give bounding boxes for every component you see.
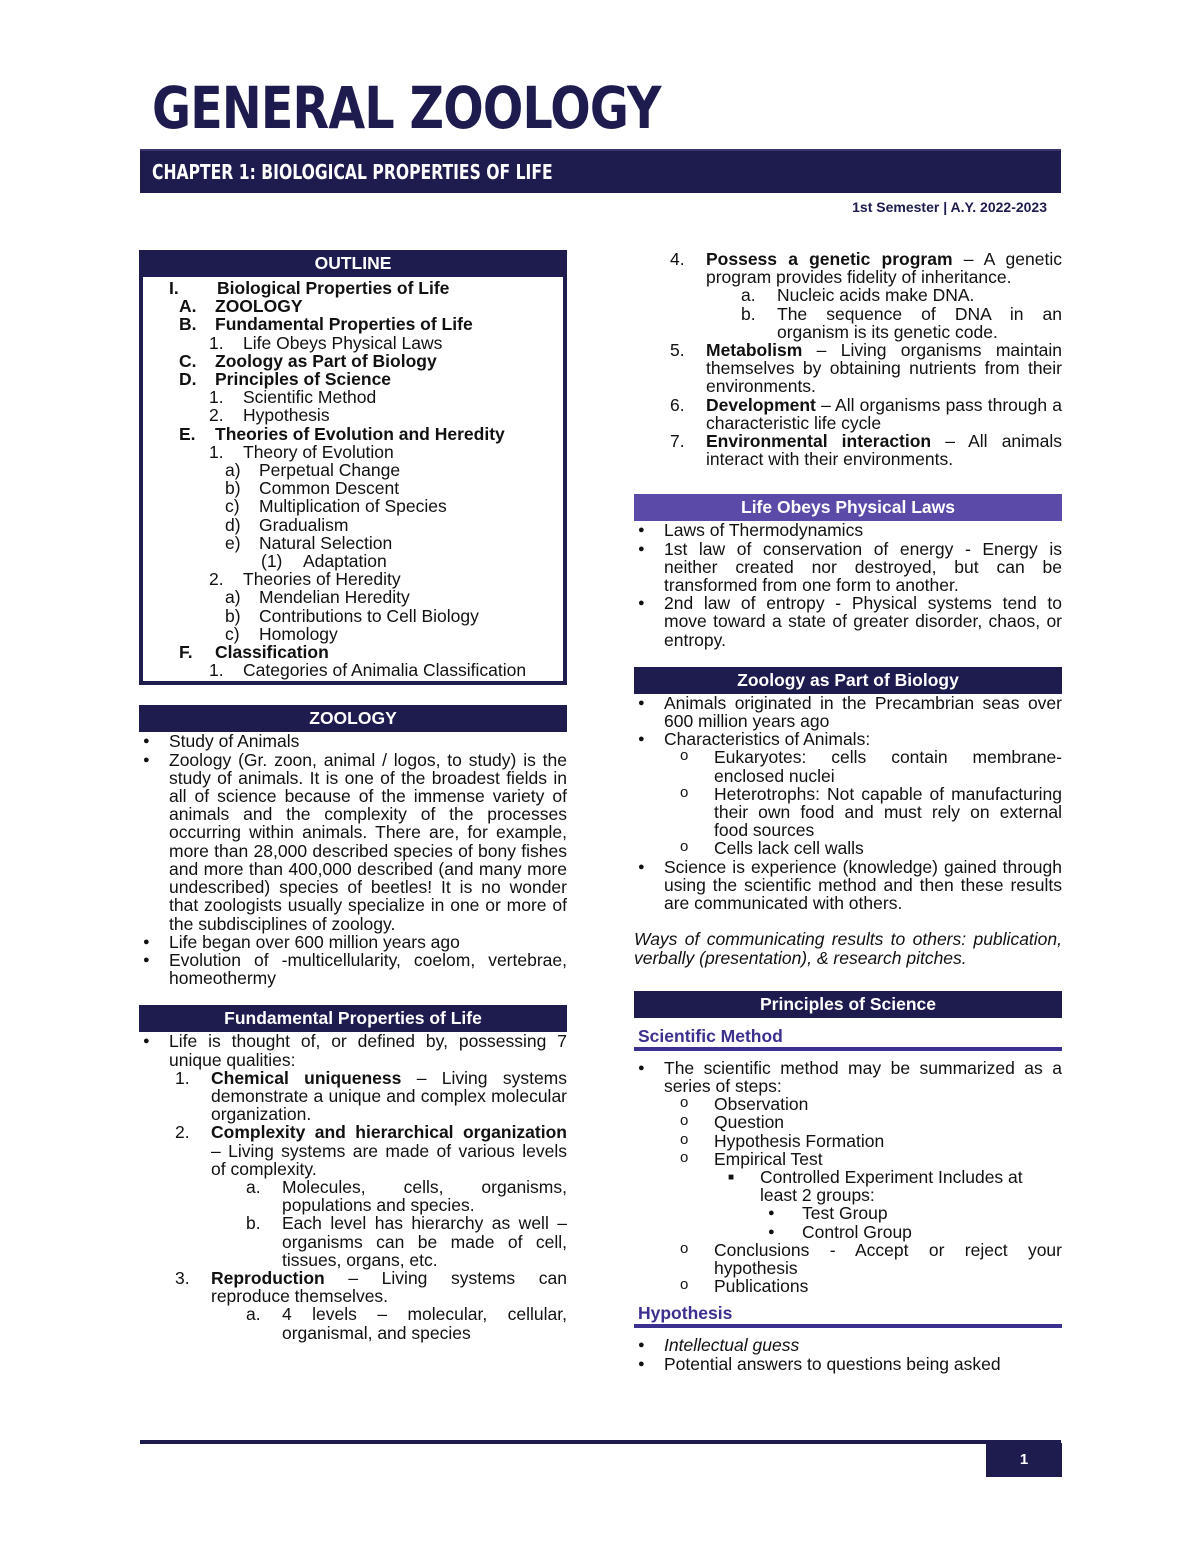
- sub-item: a. Nucleic acids make DNA.: [741, 285, 975, 306]
- footer-divider: [140, 1440, 1061, 1444]
- outline-item-number: C.: [179, 350, 197, 371]
- outline-item-number: a): [225, 587, 241, 608]
- scientific-method-heading: Scientific Method: [634, 1024, 1062, 1051]
- outline-item-text: Life Obeys Physical Laws: [243, 332, 443, 353]
- outline-item: [169, 643, 563, 661]
- property-text: – All organisms pass through a characteristic life cycle: [706, 394, 1062, 433]
- outline-item-text: Fundamental Properties of Life: [215, 314, 473, 335]
- outline-item-number: 1.: [209, 332, 224, 353]
- outline-item-text: Mendelian Heredity: [259, 587, 410, 608]
- outline-item-number: d): [225, 514, 241, 535]
- property-term: Possess a genetic program: [706, 249, 953, 269]
- outline-item-text: Adaptation: [303, 551, 387, 572]
- outline-item: [169, 388, 563, 406]
- outline-item: [169, 516, 563, 534]
- property-3: 3. Reproduction – Living systems can reproduce themselves.: [175, 1267, 567, 1307]
- outline-item-number: b): [225, 478, 241, 499]
- outline-item-text: Homology: [259, 623, 338, 644]
- outline-item-number: D.: [179, 369, 197, 390]
- property-term: Chemical uniqueness: [211, 1067, 402, 1088]
- list-item: ● Potential answers to questions being asked: [634, 1355, 1062, 1373]
- property-text: – A genetic program provides fidelity of inheritance.: [706, 249, 1062, 288]
- sub-item-text: Nucleic acids make DNA.: [777, 285, 975, 306]
- method-list: [634, 1059, 1062, 1296]
- property-text: – Living organisms maintain themselves by obtaining nutrients from their environments.: [706, 340, 1062, 397]
- chapter-banner: [140, 149, 1061, 193]
- property-text: – Living systems demonstrate a unique and complex molecular organization.: [211, 1067, 568, 1125]
- page-number: 1: [986, 1443, 1062, 1477]
- outline-item-number: E.: [179, 423, 196, 444]
- outline-item: [169, 370, 563, 388]
- outline-item-text: Categories of Animalia Classification: [243, 660, 527, 681]
- list-item: ● 2nd law of entropy - Physical systems tend to move toward a state of greater disorder, chaos, or entropy.: [634, 594, 1062, 649]
- hypothesis-list: [634, 1336, 1062, 1372]
- outline-item-number: c): [225, 623, 240, 644]
- outline-item-text: Gradualism: [259, 514, 349, 535]
- list-item: ● Test Group: [634, 1204, 1062, 1222]
- property-text: – Living systems can reproduce themselves.: [211, 1267, 567, 1307]
- outline-item-text: Zoology as Part of Biology: [215, 350, 437, 371]
- outline-item-number: b): [225, 605, 241, 626]
- outline-item: [169, 552, 563, 570]
- outline-item: [169, 406, 563, 424]
- outline-item-text: ZOOLOGY: [215, 296, 303, 317]
- outline-item: [169, 625, 563, 643]
- sub-item: b. Each level has hierarchy as well – organisms can be made of cell, tissues, organs, etc.: [246, 1213, 567, 1270]
- list-item: ● The scientific method may be summarized as a series of steps:: [634, 1059, 1062, 1095]
- outline-item-text: Biological Properties of Life: [217, 278, 450, 298]
- list-item: ● Life is thought of, or defined by, possessing 7 unique qualities:: [139, 1032, 567, 1068]
- outline-item: [169, 661, 563, 679]
- outline-item-number: I.: [169, 278, 179, 298]
- property-6: 6. Development – All organisms pass through a characteristic life cycle: [670, 394, 1062, 433]
- list-item: o Heterotrophs: Not capable of manufacturing their own food and must rely on external food sources: [634, 785, 1062, 840]
- property-term: Metabolism: [706, 340, 803, 361]
- sub-item-text: The sequence of DNA in an organism is its genetic code.: [777, 303, 1062, 342]
- list-item: ● Control Group: [634, 1223, 1062, 1241]
- zoology-list: [139, 732, 567, 987]
- list-item: o Conclusions - Accept or reject your hypothesis: [634, 1241, 1062, 1277]
- list-item: o Empirical Test: [634, 1150, 1062, 1168]
- biology-heading: Zoology as Part of Biology: [634, 667, 1062, 694]
- outline-item: [169, 334, 563, 352]
- outline-item-text: Classification: [215, 642, 329, 663]
- outline-item-number: 1.: [209, 387, 224, 408]
- sub-item-text: Molecules, cells, organisms, populations and species.: [282, 1176, 567, 1216]
- outline-item-text: Theories of Heredity: [243, 569, 401, 590]
- physical-laws-list: [634, 521, 1062, 648]
- left-column: [139, 250, 567, 1342]
- outline-item: [169, 352, 563, 370]
- outline-item-number: (1): [261, 551, 283, 572]
- outline-item-text: Multiplication of Species: [259, 496, 447, 517]
- property-term: Environmental interaction: [706, 431, 932, 452]
- sub-item: a. 4 levels – molecular, cellular, organismal, and species: [246, 1304, 567, 1343]
- biology-list: [634, 694, 1062, 912]
- outline-item-text: Theory of Evolution: [243, 441, 394, 462]
- list-item: ● Characteristics of Animals:: [634, 730, 1062, 748]
- chapter-title: CHAPTER 1: BIOLOGICAL PROPERTIES OF LIFE: [152, 160, 553, 184]
- list-item: o Eukaryotes: cells contain membrane-enclosed nuclei: [634, 748, 1062, 784]
- right-column: [634, 250, 1062, 1373]
- property-term: Complexity and hierarchical organization: [211, 1122, 567, 1143]
- property-5: 5. Metabolism – Living organisms maintain themselves by obtaining nutrients from their environments.: [670, 340, 1062, 397]
- outline-item: [169, 443, 563, 461]
- outline-item-text: Scientific Method: [243, 387, 377, 408]
- property-7: 7. Environmental interaction – All animals interact with their environments.: [670, 431, 1062, 470]
- property-4: 4. Possess a genetic program – A genetic program provides fidelity of inheritance.: [670, 249, 1062, 288]
- sub-item: b. The sequence of DNA in an organism is its genetic code.: [741, 303, 1062, 342]
- list-item: ● 1st law of conservation of energy - Energy is neither created nor destroyed, but can be transformed from one form to another.: [634, 540, 1062, 595]
- list-item: ● Animals originated in the Precambrian seas over 600 million years ago: [634, 694, 1062, 730]
- list-item: ● Life began over 600 million years ago: [139, 933, 567, 951]
- property-text: – All animals interact with their environments.: [706, 431, 1062, 470]
- outline-item-text: Principles of Science: [215, 369, 392, 390]
- outline-item-number: e): [225, 532, 241, 553]
- list-item: ■ Controlled Experiment Includes at least 2 groups:: [634, 1168, 1062, 1204]
- outline-item: [169, 297, 563, 315]
- semester-label: 1st Semester | A.Y. 2022-2023: [852, 199, 1047, 215]
- outline-item-text: Contributions to Cell Biology: [259, 605, 479, 626]
- outline-item: [169, 315, 563, 333]
- property-term: Reproduction: [211, 1267, 325, 1288]
- outline-item-number: 1.: [209, 441, 224, 462]
- list-item: ● Zoology (Gr. zoon, animal / logos, to study) is the study of animals. It is one of the broadest fields in all of science because of the immense variety of animals and the complexity of the processes occurring within animals. There are, for example, more than 28,000 described species of bony fishes and more than 400,000 described (and many more undescribed) species of beetles! It is no wonder that zoologists usually specialize in one or more of the subdisciplines of zoology.: [139, 751, 567, 933]
- list-item: ● Laws of Thermodynamics: [634, 521, 1062, 539]
- outline-item: [169, 570, 563, 588]
- property-text: – Living systems are made of various levels of complexity.: [211, 1140, 567, 1179]
- outline-item-number: c): [225, 496, 240, 517]
- outline-item-text: Natural Selection: [259, 532, 393, 553]
- outline-item-text: Hypothesis: [243, 405, 330, 426]
- property-1: 1. Chemical uniqueness – Living systems demonstrate a unique and complex molecular organization.: [175, 1067, 568, 1125]
- property-term: Development: [706, 394, 816, 415]
- zoology-heading: ZOOLOGY: [139, 705, 567, 732]
- italic-note: Ways of communicating results to others: publication, verbally (presentation), & research pitches.: [634, 929, 1062, 968]
- outline-item-text: Perpetual Change: [259, 460, 401, 481]
- sub-item-text: Each level has hierarchy as well – organisms can be made of cell, tissues, organs, etc.: [282, 1213, 567, 1270]
- physical-laws-heading: Life Obeys Physical Laws: [634, 494, 1062, 521]
- outline-item: [169, 479, 563, 497]
- list-item: o Observation: [634, 1095, 1062, 1113]
- outline-item: [169, 461, 563, 479]
- list-item: o Publications: [634, 1277, 1062, 1295]
- outline-heading: OUTLINE: [139, 250, 567, 277]
- list-item: o Hypothesis Formation: [634, 1132, 1062, 1150]
- outline-item-text: Theories of Evolution and Heredity: [215, 423, 505, 444]
- outline-item: [169, 588, 563, 606]
- list-item: ● Study of Animals: [139, 732, 567, 750]
- outline-item: [169, 607, 563, 625]
- hypothesis-heading: Hypothesis: [634, 1301, 1062, 1328]
- outline-item: [169, 534, 563, 552]
- science-heading: Principles of Science: [634, 991, 1062, 1018]
- outline-item-text: Common Descent: [259, 478, 400, 499]
- outline-item-number: F.: [179, 642, 193, 663]
- outline-item-number: 1.: [209, 660, 224, 681]
- outline-item: [169, 497, 563, 515]
- list-item: o Cells lack cell walls: [634, 839, 1062, 857]
- outline-item-number: 2.: [209, 569, 224, 590]
- list-item: ● Intellectual guess: [634, 1336, 1062, 1354]
- outline-item-number: 2.: [209, 405, 224, 426]
- sub-item: a. Molecules, cells, organisms, populations and species.: [246, 1176, 567, 1216]
- list-item: ● Science is experience (knowledge) gained through using the scientific method and then these results are communicated with others.: [634, 858, 1062, 913]
- list-item: o Question: [634, 1113, 1062, 1131]
- page-title: GENERAL ZOOLOGY: [152, 74, 661, 142]
- list-item: ● Evolution of -multicellularity, coelom, vertebrae, homeothermy: [139, 951, 567, 987]
- sub-item-text: 4 levels – molecular, cellular, organismal, and species: [282, 1304, 567, 1343]
- outline-list: [139, 277, 567, 685]
- fundamental-list: [139, 1032, 567, 1068]
- property-2: 2. Complexity and hierarchical organization – Living systems are made of various levels of complexity.: [175, 1122, 567, 1179]
- outline-item: [169, 279, 563, 297]
- outline-item-number: a): [225, 460, 241, 481]
- fundamental-heading: Fundamental Properties of Life: [139, 1005, 567, 1032]
- outline-item: [169, 425, 563, 443]
- outline-item-number: A.: [179, 296, 197, 317]
- outline-item-number: B.: [179, 314, 197, 335]
